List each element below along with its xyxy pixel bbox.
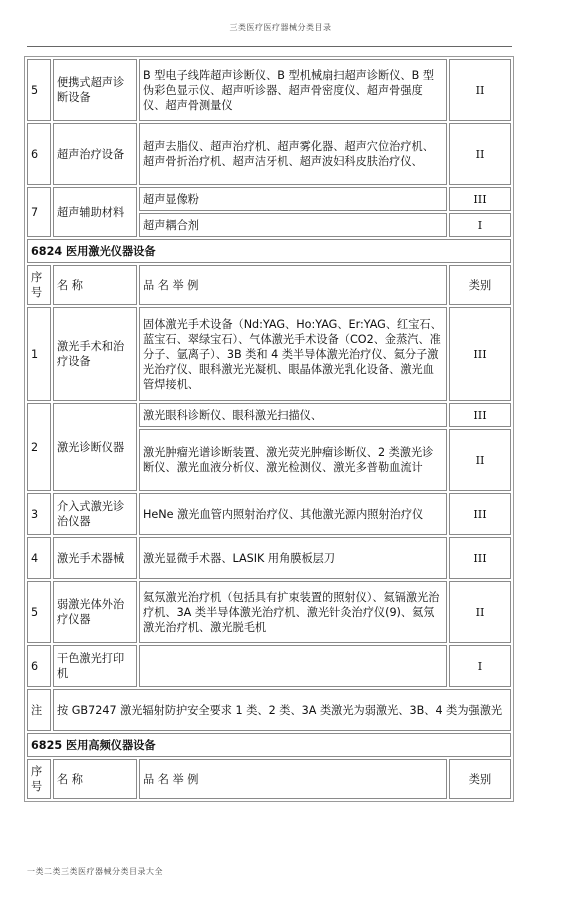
note-text: 按 GB7247 激光辐射防护安全要求 1 类、2 类、3A 类激光为弱激光、3B、4 类为强激光 — [53, 689, 511, 731]
product-name: 介入式激光诊治仪器 — [53, 493, 137, 535]
product-examples: 激光眼科诊断仪、眼科激光扫描仪、 — [139, 403, 447, 427]
product-name: 激光手术器械 — [53, 537, 137, 579]
product-examples: 超声去脂仪、超声治疗机、超声雾化器、超声穴位治疗机、超声骨折治疗机、超声洁牙机、超声波妇科皮肤治疗仪、 — [139, 123, 447, 185]
section-header-row — [27, 239, 511, 263]
product-name: 干色激光打印机 — [53, 645, 137, 687]
table-row — [27, 187, 511, 211]
product-examples: 激光显微手术器、LASIK 用角膜板层刀 — [139, 537, 447, 579]
col-header-items: 品 名 举 例 — [139, 759, 447, 799]
row-number: 1 — [27, 307, 51, 401]
page-header: 三类医疗医疗器械分类目录 — [229, 23, 332, 32]
class-value: II — [449, 59, 511, 121]
row-number: 5 — [27, 581, 51, 643]
product-examples — [139, 645, 447, 687]
product-name: 超声辅助材料 — [53, 187, 137, 237]
section-title: 6824 医用激光仪器设备 — [27, 239, 511, 263]
col-header-num: 序号 — [27, 265, 51, 305]
product-name: 便携式超声诊断设备 — [53, 59, 137, 121]
product-examples: HeNe 激光血管内照射治疗仪、其他激光源内照射治疗仪 — [139, 493, 447, 535]
col-header-name: 名 称 — [53, 759, 137, 799]
product-name: 弱激光体外治疗仪器 — [53, 581, 137, 643]
catalog-table — [24, 56, 514, 802]
table-row — [27, 403, 511, 427]
section-header-row — [27, 733, 511, 757]
table-row — [27, 123, 511, 185]
column-header-row — [27, 265, 511, 305]
table-row — [27, 59, 511, 121]
product-examples: 氦氖激光治疗机（包括具有扩束装置的照射仪）、氦镉激光治疗机、3A 类半导体激光治疗机、激光针灸治疗仪(9)、氦氖激光治疗机、激光脱毛机 — [139, 581, 447, 643]
class-value: III — [449, 493, 511, 535]
header-rule — [27, 46, 512, 47]
table-row — [27, 307, 511, 401]
row-number: 2 — [27, 403, 51, 491]
row-number: 6 — [27, 123, 51, 185]
class-value: III — [449, 403, 511, 427]
class-value: I — [449, 213, 511, 237]
product-examples: 超声耦合剂 — [139, 213, 447, 237]
class-value: III — [449, 537, 511, 579]
row-number: 7 — [27, 187, 51, 237]
column-header-row — [27, 759, 511, 799]
product-examples: 固体激光手术设备（Nd:YAG、Ho:YAG、Er:YAG、红宝石、蓝宝石、翠绿宝石）、气体激光手术设备（CO2、金蒸汽、准分子、氩离子）、3B 类和 4 类半导体激光治疗仪、氦分子激光治疗仪、眼科激光光凝机、眼晶体激光乳化设备、激光血管焊接机、 — [139, 307, 447, 401]
col-header-num: 序号 — [27, 759, 51, 799]
row-number: 6 — [27, 645, 51, 687]
page-footer: 一类二类三类医疗器械分类目录大全 — [27, 867, 163, 876]
table-row — [27, 537, 511, 579]
class-value: III — [449, 307, 511, 401]
product-examples: B 型电子线阵超声诊断仪、B 型机械扇扫超声诊断仪、B 型伪彩色显示仪、超声听诊器、超声骨密度仪、超声骨强度仪、超声骨测量仪 — [139, 59, 447, 121]
class-value: II — [449, 581, 511, 643]
col-header-name: 名 称 — [53, 265, 137, 305]
class-value: III — [449, 187, 511, 211]
product-name: 超声治疗设备 — [53, 123, 137, 185]
section-title: 6825 医用高频仪器设备 — [27, 733, 511, 757]
row-number: 3 — [27, 493, 51, 535]
table-row — [27, 493, 511, 535]
row-number: 4 — [27, 537, 51, 579]
product-name: 激光手术和治疗设备 — [53, 307, 137, 401]
col-header-items: 品 名 举 例 — [139, 265, 447, 305]
product-examples: 激光肿瘤光谱诊断装置、激光荧光肿瘤诊断仪、2 类激光诊断仪、激光血液分析仪、激光检测仪、激光多普勒血流计 — [139, 429, 447, 491]
note-row — [27, 689, 511, 731]
class-value: II — [449, 123, 511, 185]
table-row — [27, 581, 511, 643]
product-name: 激光诊断仪器 — [53, 403, 137, 491]
table-row — [27, 645, 511, 687]
col-header-class: 类别 — [449, 265, 511, 305]
col-header-class: 类别 — [449, 759, 511, 799]
product-examples: 超声显像粉 — [139, 187, 447, 211]
note-label: 注 — [27, 689, 51, 731]
class-value: I — [449, 645, 511, 687]
row-number: 5 — [27, 59, 51, 121]
class-value: II — [449, 429, 511, 491]
